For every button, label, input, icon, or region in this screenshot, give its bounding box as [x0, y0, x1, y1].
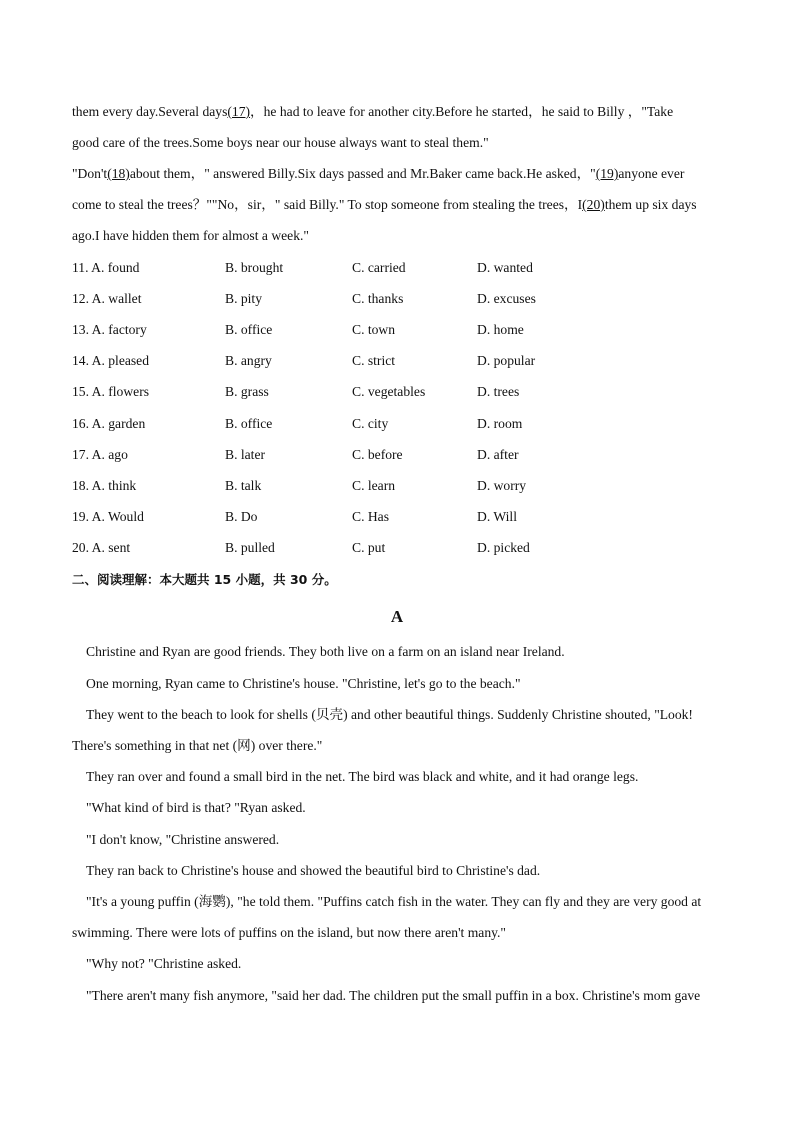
blank-20: (20) [582, 197, 605, 212]
option-b: B. pulled [225, 540, 275, 555]
cloze-line-3 [72, 165, 684, 183]
passage-title: A [390, 607, 404, 626]
blank-19: (19) [595, 166, 619, 181]
passage-line: "There aren't many fish anymore, "said her dad. The children put the small puffin in a box. Christine's mom gave [86, 988, 701, 1003]
option-a: 19. A. Would [72, 509, 144, 524]
section-heading: 二、阅读理解：本大题共 15 小题，共 30 分。 [72, 572, 337, 587]
blank-17: (17) [227, 104, 251, 119]
option-d: D. popular [477, 353, 536, 368]
option-b: B. office [225, 416, 273, 431]
option-c: C. strict [352, 353, 396, 368]
cloze-text: "Don't [72, 166, 108, 181]
cloze-line-4 [72, 196, 697, 214]
option-b: B. grass [225, 384, 269, 399]
passage-line: They ran over and found a small bird in the net. The bird was black and white, and it had orange legs. [86, 769, 639, 784]
passage-line: swimming. There were lots of puffins on the island, but now there aren't many." [72, 925, 506, 940]
option-d: D. Will [477, 509, 517, 524]
cloze-text: anyone ever [618, 166, 685, 181]
option-a: 12. A. wallet [72, 291, 142, 306]
option-c: C. carried [352, 260, 406, 275]
passage-line: One morning, Ryan came to Christine's house. "Christine, let's go to the beach." [86, 676, 521, 691]
blank-18: (18) [107, 166, 130, 181]
option-d: D. wanted [477, 260, 533, 275]
option-d: D. room [477, 416, 523, 431]
option-d: D. excuses [477, 291, 536, 306]
option-c: C. learn [352, 478, 396, 493]
passage-line: "I don't know, "Christine answered. [86, 832, 280, 847]
cloze-text: ，he had to leave for another city.Before he started，he said to Billy ，"Take [250, 104, 674, 119]
option-b: B. brought [225, 260, 284, 275]
option-d: D. after [477, 447, 519, 462]
cloze-text: about them，" answered Billy.Six days passed and Mr.Baker came back.He asked，" [129, 166, 596, 181]
passage-line: "Why not? "Christine asked. [86, 956, 242, 971]
option-b: B. Do [225, 509, 258, 524]
option-d: D. home [477, 322, 524, 337]
option-a: 20. A. sent [72, 540, 131, 555]
option-b: B. pity [225, 291, 263, 306]
option-c: C. city [352, 416, 389, 431]
cloze-line-5: ago.I have hidden them for almost a week." [72, 228, 309, 243]
passage-line: Christine and Ryan are good friends. They both live on a farm on an island near Ireland. [86, 644, 565, 659]
option-d: D. trees [477, 384, 520, 399]
option-c: C. thanks [352, 291, 404, 306]
cloze-text: them up six days [604, 197, 697, 212]
option-a: 15. A. flowers [72, 384, 150, 399]
passage-line: "What kind of bird is that? "Ryan asked. [86, 800, 306, 815]
option-a: 13. A. factory [72, 322, 147, 337]
option-d: D. worry [477, 478, 527, 493]
option-a: 16. A. garden [72, 416, 146, 431]
option-a: 18. A. think [72, 478, 137, 493]
option-b: B. office [225, 322, 273, 337]
cloze-line-2: good care of the trees.Some boys near our house always want to steal them." [72, 135, 489, 150]
cloze-text: come to steal the trees？""No，sir，" said Billy." To stop someone from stealing the trees，I [72, 197, 583, 212]
option-c: C. before [352, 447, 403, 462]
cloze-line-1 [72, 103, 673, 121]
option-b: B. angry [225, 353, 272, 368]
option-d: D. picked [477, 540, 530, 555]
option-b: B. later [225, 447, 266, 462]
passage-line: They went to the beach to look for shells (贝壳) and other beautiful things. Suddenly Christine shouted, "Look! [86, 707, 693, 722]
option-c: C. vegetables [352, 384, 426, 399]
passage-line: There's something in that net (网) over there." [72, 738, 323, 753]
cloze-text: them every day.Several days [72, 104, 228, 119]
option-a: 17. A. ago [72, 447, 128, 462]
option-a: 14. A. pleased [72, 353, 150, 368]
option-c: C. Has [352, 509, 390, 524]
option-c: C. town [352, 322, 396, 337]
passage-line: "It's a young puffin (海鹦), "he told them. "Puffins catch fish in the water. They can fly and they are very good at [86, 894, 702, 909]
option-c: C. put [352, 540, 386, 555]
option-a: 11. A. found [72, 260, 140, 275]
passage-line: They ran back to Christine's house and showed the beautiful bird to Christine's dad. [86, 863, 541, 878]
option-b: B. talk [225, 478, 262, 493]
